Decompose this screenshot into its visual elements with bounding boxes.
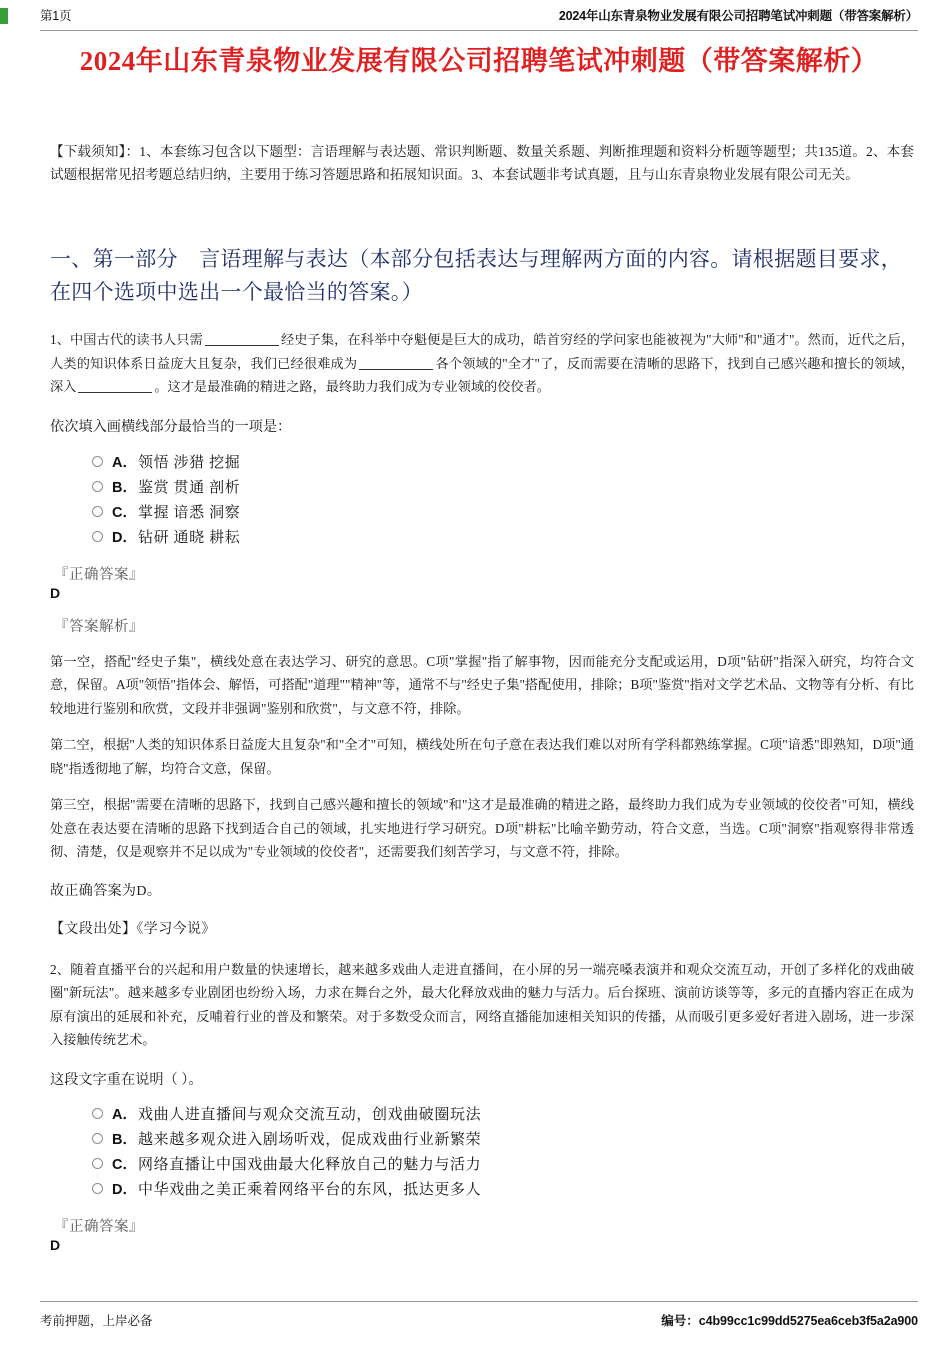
question-2-stem-text: 随着直播平台的兴起和用户数量的快速增长，越来越多戏曲人走进直播间，在小屏的另一端亮嗓表演并和观众交流互动，开创了多样化的戏曲破圈"新玩法"。越来越多专业剧团也纷纷入场，力求在舞台之外，最大化释放戏曲的魅力与活力。后台探班、演前访谈等等，多元的直播内容正在成为原有演出的延展和补充，反哺着行业的普及和繁荣。对于多数受众而言，网络直播能加速相关知识的传播，从而吸引更多爱好者进入剧场，进一步深入接触传统艺术。: [50, 961, 914, 1047]
header-document-title: 2024年山东青泉物业发展有限公司招聘笔试冲刺题（带答案解析）: [558, 9, 918, 23]
option-letter: A．: [112, 454, 137, 471]
option-letter: B．: [112, 479, 137, 496]
question-1-stem-part-1: 中国古代的读书人只需: [69, 332, 203, 348]
document-content: [40, 36, 918, 1253]
fill-blank-2: [359, 369, 433, 370]
question-1-options: [40, 449, 918, 549]
radio-button-icon[interactable]: [92, 506, 103, 517]
document-footer: [40, 1301, 918, 1331]
question-1-explanation-3: 第三空，根据"需要在清晰的思路下，找到自己感兴趣和擅长的领域"和"这才是最准确的精进之路，最终助力我们成为专业领域的佼佼者"可知，横线处意在表达要在清晰的思路下找到适合自己的领域，扎实地进行学习研究。D项"耕耘"比喻辛勤劳动，符合文意，当选。C项"洞察"指观察得非常透彻、清楚，仅是观察并不足以成为"专业领域的佼佼者"，还需要我们刻苦学习，与文意不符，排除。: [50, 797, 914, 859]
option-label: 鉴赏 贯通 剖析: [138, 479, 241, 496]
radio-button-icon[interactable]: [92, 531, 103, 542]
option-letter: D．: [112, 1182, 137, 1199]
question-1-option-d[interactable]: [92, 524, 918, 549]
footer-code: [661, 1311, 918, 1329]
radio-button-icon[interactable]: [92, 1183, 103, 1194]
question-1-explanation-1: 第一空，搭配"经史子集"，横线处意在表达学习、研究的意思。C项"掌握"指了解事物，因而能充分支配或运用，D项"钻研"指深入研究，均符合文意，保留。A项"领悟"指体会、解悟，可搭配"道理""精神"等，通常不与"经史子集"搭配使用，排除；B项"鉴赏"指对文学艺术品、文物等有分析、有比较地进行鉴别和欣赏，文段并非强调"鉴别和欣赏"，与文意不符，排除。: [50, 653, 914, 716]
question-1-answer-value: D: [50, 584, 61, 601]
download-notice: 【下载须知】：1、本套练习包含以下题型：言语理解与表达题、常识判断题、数量关系题、判断推理题和资料分析题等题型；共135道。2、本套试题根据常见招考题总结归纳，主要用于练习答题思路和拓展知识面。3、本套试题非考试真题，且与山东青泉物业发展有限公司无关。: [50, 143, 914, 183]
question-1-stem-part-3: 各个领域的"全才"了，反而需要在清晰的思路下，找到自己感兴趣和擅长的领域，深入: [50, 355, 915, 395]
question-2-option-d[interactable]: [92, 1176, 918, 1201]
option-letter: A．: [112, 1107, 137, 1124]
option-letter: D．: [112, 529, 137, 546]
option-label: 钻研 通晓 耕耘: [138, 529, 241, 546]
question-2-answer-label: 『正确答案』: [54, 1219, 144, 1236]
radio-button-icon[interactable]: [92, 456, 103, 467]
question-1-source: 【文段出处】《学习今说》: [50, 921, 216, 937]
question-2-option-a[interactable]: [92, 1101, 918, 1126]
page-number-label: 第1页: [40, 9, 72, 23]
question-1-stem-part-2: 经史子集，在科举中夺魁便是巨大的成功，皓首穷经的学问家也能被视为"大师"和"通才"。然而，近代之后，人类的知识体系日益庞大且复杂，我们已经很难成为: [50, 332, 915, 371]
option-label: 网络直播让中国戏曲最大化释放自己的魅力与活力: [138, 1157, 482, 1174]
footer-slogan: 考前押题，上岸必备: [40, 1313, 153, 1328]
radio-button-icon[interactable]: [92, 481, 103, 492]
fill-blank-1: [205, 345, 279, 346]
footer-code-label: 编号：: [661, 1313, 699, 1328]
option-letter: B．: [112, 1132, 137, 1149]
radio-button-icon[interactable]: [92, 1158, 103, 1169]
radio-button-icon[interactable]: [92, 1108, 103, 1119]
question-1-number: 1、: [50, 332, 70, 348]
option-label: 领悟 涉猎 挖掘: [138, 454, 241, 471]
option-letter: C．: [112, 504, 137, 521]
radio-button-icon[interactable]: [92, 1133, 103, 1144]
question-1-stem-part-4: 。这才是最准确的精进之路，最终助力我们成为专业领域的佼佼者。: [154, 379, 550, 395]
option-label: 掌握 谙悉 洞察: [138, 504, 241, 521]
option-letter: C．: [112, 1157, 137, 1174]
question-2-stem: [40, 958, 918, 1052]
question-2-options: [40, 1101, 918, 1201]
question-1-answer-label: 『正确答案』: [54, 566, 144, 583]
section-heading: 一、第一部分 言语理解与表达（本部分包括表达与理解两方面的内容。请根据题目要求，在四个选项中选出一个最恰当的答案。）: [50, 247, 902, 304]
option-label: 越来越多观众进入剧场听戏，促成戏曲行业新繁荣: [138, 1132, 482, 1149]
page-title: 2024年山东青泉物业发展有限公司招聘笔试冲刺题（带答案解析）: [79, 46, 879, 76]
fill-blank-3: [78, 392, 152, 393]
question-1-explain-label: 『答案解析』: [54, 618, 144, 635]
document-header: [40, 0, 918, 31]
question-1-option-a[interactable]: [92, 449, 918, 474]
page-edge-marker: [0, 8, 8, 24]
question-2-answer-value: D: [50, 1237, 61, 1254]
option-label: 戏曲人进直播间与观众交流互动，创戏曲破圈玩法: [138, 1107, 482, 1124]
question-2-option-b[interactable]: [92, 1126, 918, 1151]
question-1-conclusion: 故正确答案为D。: [50, 883, 162, 899]
footer-code-value: c4b99cc1c99dd5275ea6ceb3f5a2a900: [698, 1313, 918, 1328]
question-1-prompt: 依次填入画横线部分最恰当的一项是：: [50, 418, 292, 435]
option-label: 中华戏曲之美正乘着网络平台的东风，抵达更多人: [138, 1182, 482, 1199]
question-2-prompt: 这段文字重在说明（ ）。: [50, 1071, 203, 1088]
question-1-option-c[interactable]: [92, 499, 918, 524]
question-1-explanation-2: 第二空，根据"人类的知识体系日益庞大且复杂"和"全才"可知，横线处所在句子意在表达我们难以对所有学科都熟练掌握。C项"谙悉"即熟知，D项"通晓"指透彻地了解，均符合文意，保留。: [50, 737, 914, 776]
question-2-option-c[interactable]: [92, 1151, 918, 1176]
question-2-number: 2、: [50, 961, 71, 977]
question-1-stem: [40, 328, 918, 399]
question-1-option-b[interactable]: [92, 474, 918, 499]
